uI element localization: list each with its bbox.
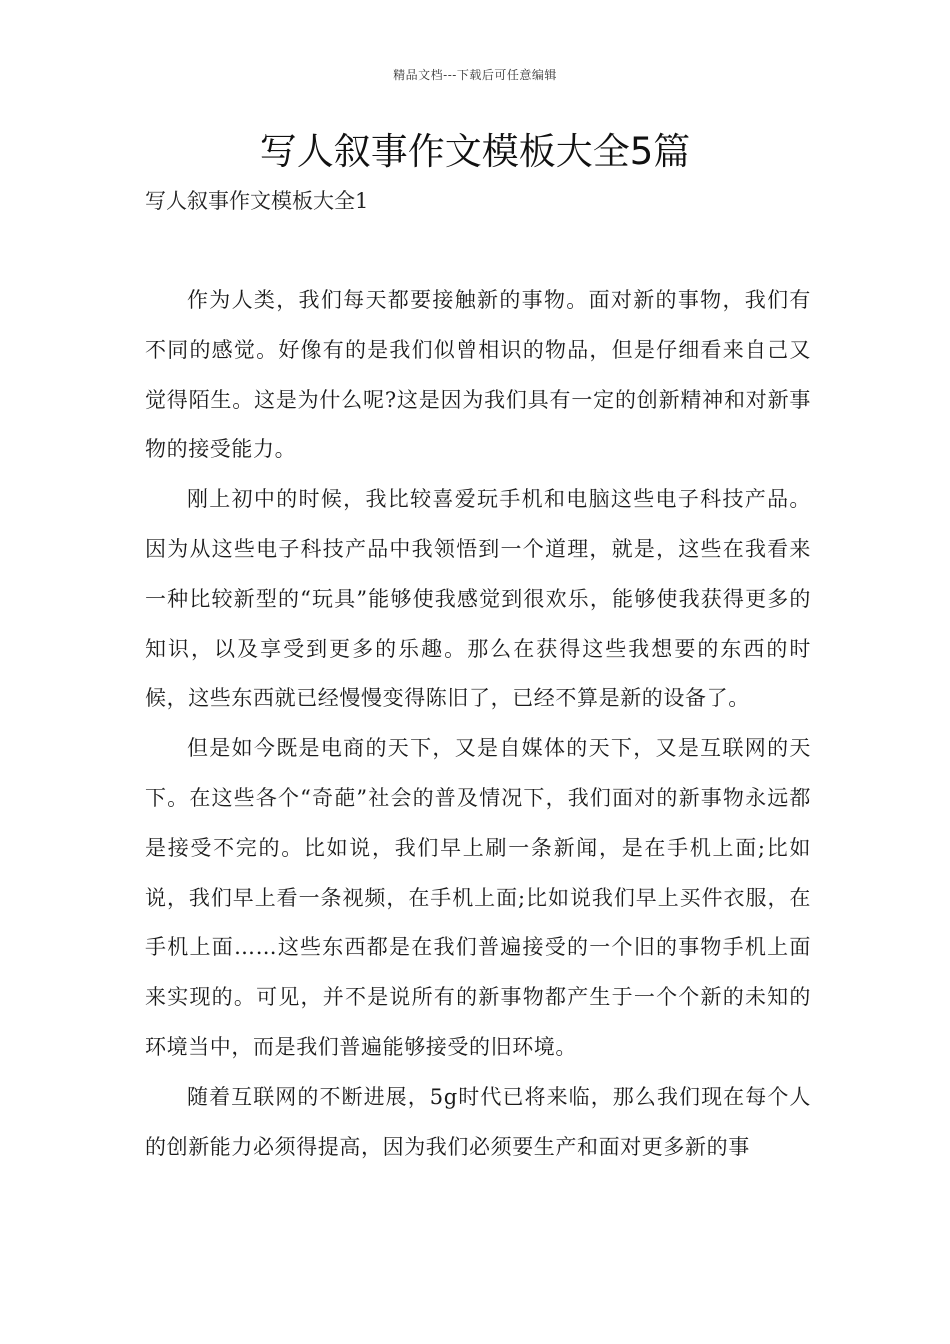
section-heading: 写人叙事作文模板大全1 [145, 189, 369, 213]
paragraph-1: 作为人类，我们每天都要接触新的事物。面对新的事物，我们有不同的感觉。好像有的是我们似曾相识的物品，但是仔细看来自己又觉得陌生。这是为什么呢?这是因为我们具有一定的创新精神和对新事物的接受能力。 [145, 288, 811, 462]
document-title: 写人叙事作文模板大全5篇 [259, 130, 691, 173]
header-note: 精品文档---下载后可任意编辑 [393, 68, 557, 82]
paragraph-3: 但是如今既是电商的天下，又是自媒体的天下，又是互联网的天下。在这些各个“奇葩”社会的普及情况下，我们面对的新事物永远都是接受不完的。比如说，我们早上刷一条新闻，是在手机上面;比如说，我们早上看一条视频，在手机上面;比如说我们早上买件衣服，在手机上面……这些东西都是在我们普遍接受的一个旧的事物手机上面来实现的。可见，并不是说所有的新事物都产生于一个个新的未知的环境当中，而是我们普遍能够接受的旧环境。 [145, 736, 811, 1059]
paragraph-4: 随着互联网的不断进展，5g时代已将来临，那么我们现在每个人的创新能力必须得提高，因为我们必须要生产和面对更多新的事 [145, 1084, 811, 1159]
body-text [145, 276, 811, 1172]
paragraph-2: 刚上初中的时候，我比较喜爱玩手机和电脑这些电子科技产品。因为从这些电子科技产品中我领悟到一个道理，就是，这些在我看来一种比较新型的“玩具”能够使我感觉到很欢乐，能够使我获得更多的知识，以及享受到更多的乐趣。那么在获得这些我想要的东西的时候，这些东西就已经慢慢变得陈旧了，已经不算是新的设备了。 [145, 487, 811, 711]
